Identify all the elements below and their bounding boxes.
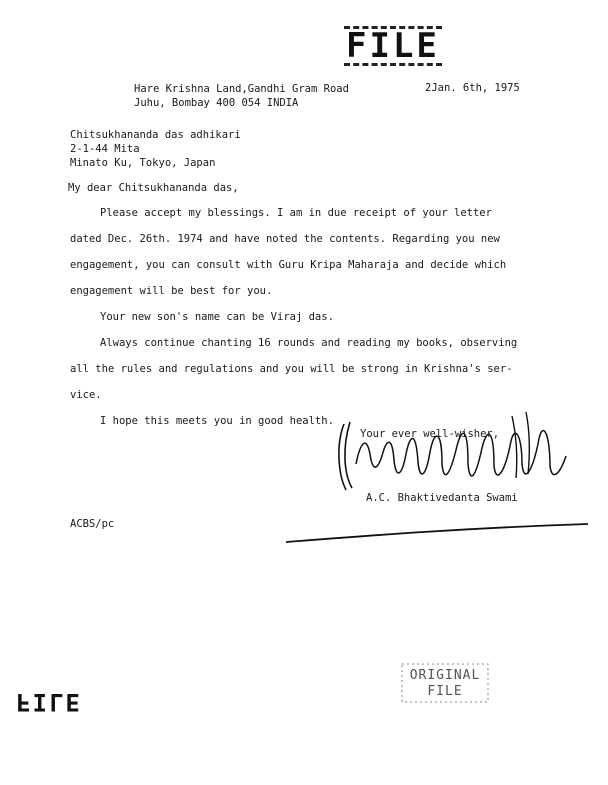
paragraph-1-line-4: engagement will be best for you.: [70, 285, 273, 297]
paragraph-3-line-3: vice.: [70, 389, 102, 401]
handwritten-signature: [326, 404, 576, 494]
paragraph-2: Your new son's name can be Viraj das.: [100, 311, 334, 323]
paragraph-1-line-3: engagement, you can consult with Guru Kripa Maharaja and decide which: [70, 259, 507, 271]
paragraph-1-line-1: Please accept my blessings. I am in due receipt of your letter: [100, 207, 492, 219]
letterhead-line-2: Juhu, Bombay 400 054 INDIA: [134, 97, 299, 109]
stamp-original-line-1: ORIGINAL: [409, 668, 481, 683]
closing: Your ever well-wisher,: [360, 428, 500, 440]
paragraph-4: I hope this meets you in good health.: [100, 415, 334, 427]
recipient-city: Minato Ku, Tokyo, Japan: [70, 157, 216, 169]
paragraph-3-line-2: all the rules and regulations and you will be strong in Krishna's ser-: [70, 363, 513, 375]
letterhead-address: [134, 82, 349, 110]
signer-name: A.C. Bhaktivedanta Swami: [366, 492, 518, 504]
letterhead-line-1: Hare Krishna Land,Gandhi Gram Road: [134, 83, 349, 95]
original-file-stamp: [398, 660, 492, 706]
typist-initials: ACBS/pc: [70, 518, 115, 530]
letter-date: 2Jan. 6th, 1975: [425, 82, 520, 94]
letter-body: [70, 200, 530, 434]
file-stamp-mirrored: FILE: [16, 688, 82, 716]
recipient-name: Chitsukhananda das adhikari: [70, 129, 241, 141]
paragraph-1-line-2: dated Dec. 26th. 1974 and have noted the contents. Regarding you new: [70, 233, 500, 245]
file-stamp: FILE: [346, 26, 440, 66]
salutation: My dear Chitsukhananda das,: [68, 182, 239, 194]
paragraph-3-line-1: Always continue chanting 16 rounds and reading my books, observing: [100, 337, 518, 349]
recipient-street: 2-1-44 Mita: [70, 143, 140, 155]
stamp-original-line-2: FILE: [427, 684, 463, 699]
underline-stroke: [284, 522, 590, 544]
recipient-address: [70, 128, 241, 170]
